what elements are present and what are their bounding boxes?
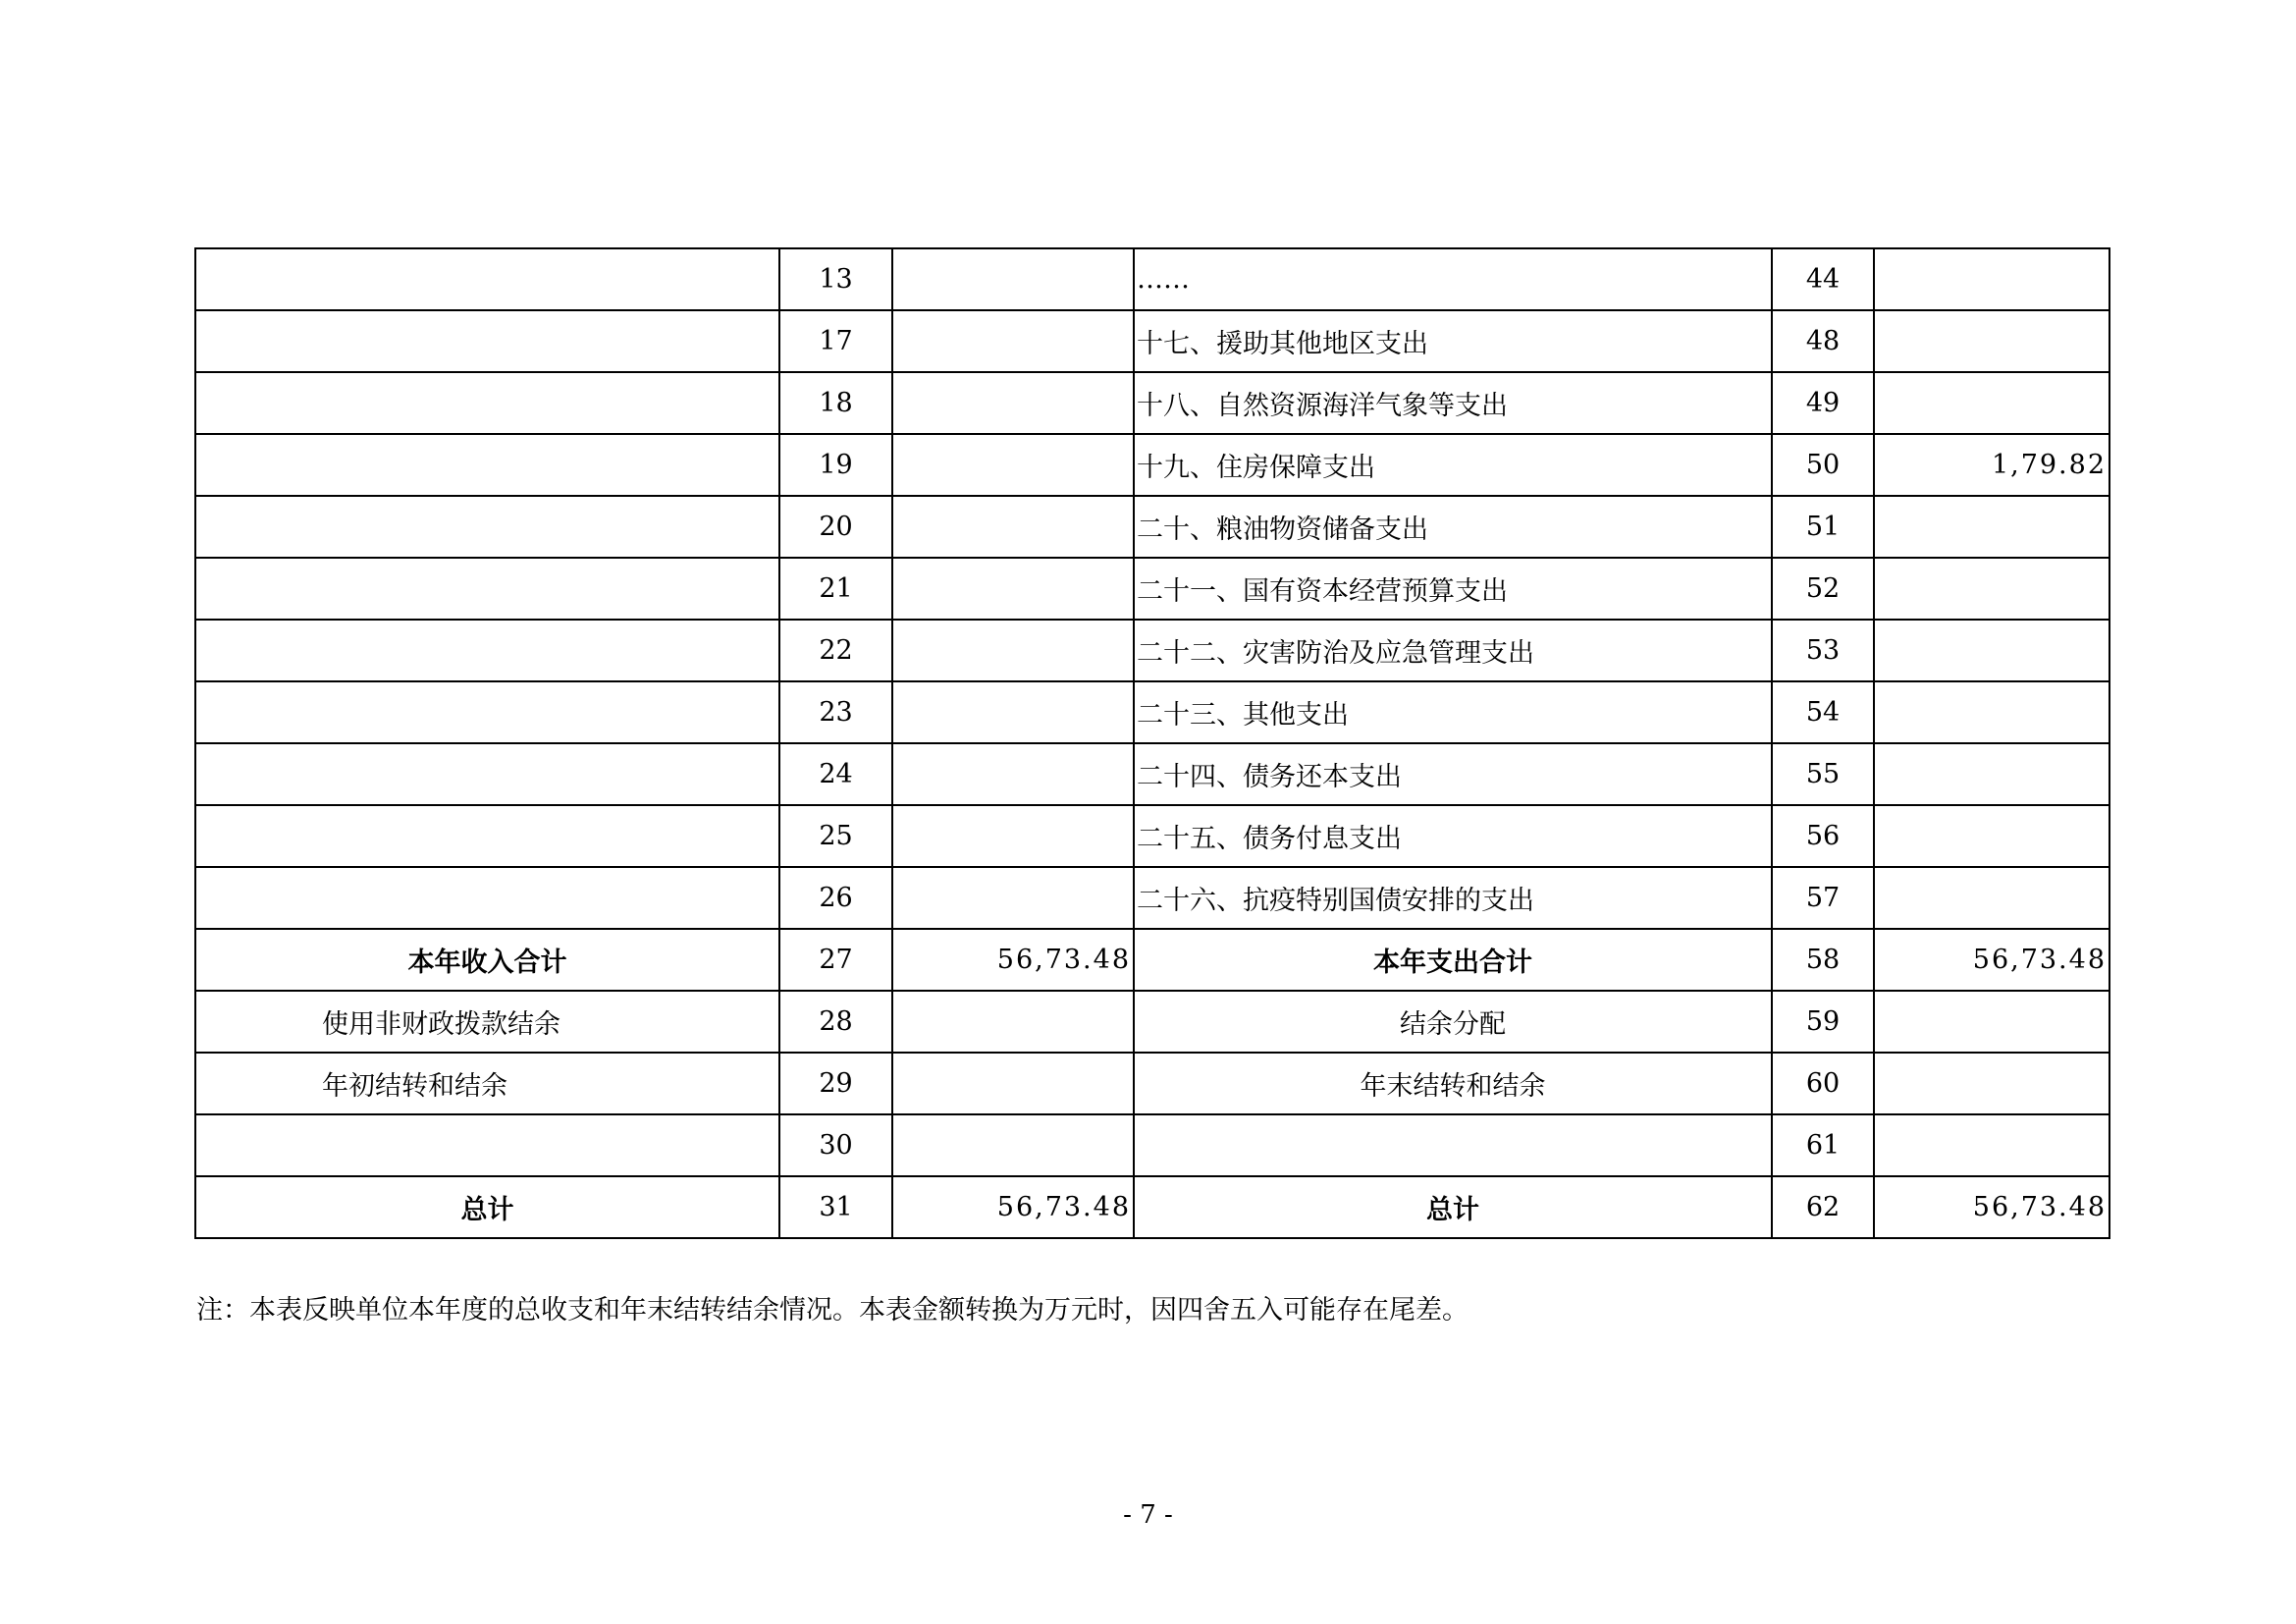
table-row [195, 743, 2109, 805]
income-line-number: 20 [779, 496, 892, 558]
income-line-number: 31 [779, 1176, 892, 1238]
expense-line-number: 60 [1772, 1053, 1874, 1114]
table-row [195, 1053, 2109, 1114]
income-line-number: 22 [779, 620, 892, 681]
expense-line-number: 44 [1772, 248, 1874, 310]
income-amount [892, 1053, 1134, 1114]
expense-line-number: 59 [1772, 991, 1874, 1053]
income-line-number: 13 [779, 248, 892, 310]
income-line-number: 28 [779, 991, 892, 1053]
income-item [195, 372, 779, 434]
expense-line-number: 56 [1772, 805, 1874, 867]
table-row [195, 496, 2109, 558]
expense-line-number: 49 [1772, 372, 1874, 434]
expense-amount [1874, 743, 2109, 805]
expense-amount [1874, 681, 2109, 743]
income-amount [892, 310, 1134, 372]
table-row [195, 1114, 2109, 1176]
expense-line-number: 62 [1772, 1176, 1874, 1238]
income-item [195, 248, 779, 310]
page-number: - 7 - [1123, 1500, 1173, 1530]
income-item [195, 1114, 779, 1176]
table-row [195, 805, 2109, 867]
income-line-number: 18 [779, 372, 892, 434]
income-amount [892, 434, 1134, 496]
table-row [195, 867, 2109, 929]
income-total-label: 总计 [195, 1176, 779, 1238]
table-row [195, 372, 2109, 434]
income-item [195, 434, 779, 496]
expense-amount [1874, 310, 2109, 372]
income-item [195, 496, 779, 558]
expense-amount [1874, 496, 2109, 558]
expense-item: 二十六、抗疫特别国债安排的支出 [1134, 867, 1772, 929]
income-line-number: 23 [779, 681, 892, 743]
expense-line-number: 50 [1772, 434, 1874, 496]
expense-line-number: 54 [1772, 681, 1874, 743]
income-item [195, 867, 779, 929]
income-subtotal-amount: 56,73.48 [892, 929, 1134, 991]
expense-item: 十八、自然资源海洋气象等支出 [1134, 372, 1772, 434]
income-amount [892, 867, 1134, 929]
income-item: 使用非财政拨款结余 [195, 991, 779, 1053]
expense-item: …… [1134, 248, 1772, 310]
expense-amount [1874, 1053, 2109, 1114]
income-line-number: 25 [779, 805, 892, 867]
table-row [195, 681, 2109, 743]
income-amount [892, 496, 1134, 558]
expense-line-number: 51 [1772, 496, 1874, 558]
total-row [195, 1176, 2109, 1238]
expense-amount: 1,79.82 [1874, 434, 2109, 496]
expense-item: 二十、粮油物资储备支出 [1134, 496, 1772, 558]
income-line-number: 26 [779, 867, 892, 929]
expense-amount [1874, 248, 2109, 310]
expense-item: 二十一、国有资本经营预算支出 [1134, 558, 1772, 620]
expense-subtotal-amount: 56,73.48 [1874, 929, 2109, 991]
expense-subtotal-label: 本年支出合计 [1134, 929, 1772, 991]
income-line-number: 29 [779, 1053, 892, 1114]
income-item [195, 310, 779, 372]
expense-item: 十九、住房保障支出 [1134, 434, 1772, 496]
table-row [195, 620, 2109, 681]
income-line-number: 21 [779, 558, 892, 620]
expense-line-number: 61 [1772, 1114, 1874, 1176]
expense-line-number: 52 [1772, 558, 1874, 620]
table-row [195, 434, 2109, 496]
expense-item: 二十四、债务还本支出 [1134, 743, 1772, 805]
income-amount [892, 372, 1134, 434]
expense-amount [1874, 991, 2109, 1053]
expense-total-amount: 56,73.48 [1874, 1176, 2109, 1238]
income-amount [892, 805, 1134, 867]
expense-amount [1874, 372, 2109, 434]
table-row [195, 558, 2109, 620]
income-line-number: 27 [779, 929, 892, 991]
income-amount [892, 1114, 1134, 1176]
income-subtotal-label: 本年收入合计 [195, 929, 779, 991]
expense-item: 十七、援助其他地区支出 [1134, 310, 1772, 372]
income-item [195, 620, 779, 681]
income-line-number: 17 [779, 310, 892, 372]
income-line-number: 24 [779, 743, 892, 805]
income-item: 年初结转和结余 [195, 1053, 779, 1114]
subtotal-row [195, 929, 2109, 991]
expense-item: 二十五、债务付息支出 [1134, 805, 1772, 867]
expense-amount [1874, 620, 2109, 681]
expense-item [1134, 1114, 1772, 1176]
income-amount [892, 991, 1134, 1053]
expense-line-number: 55 [1772, 743, 1874, 805]
income-amount [892, 681, 1134, 743]
income-amount [892, 743, 1134, 805]
income-total-amount: 56,73.48 [892, 1176, 1134, 1238]
table-row [195, 248, 2109, 310]
income-item [195, 805, 779, 867]
expense-total-label: 总计 [1134, 1176, 1772, 1238]
expense-item: 二十三、其他支出 [1134, 681, 1772, 743]
income-amount [892, 620, 1134, 681]
expense-line-number: 53 [1772, 620, 1874, 681]
expense-line-number: 48 [1772, 310, 1874, 372]
table-footnote: 注：本表反映单位本年度的总收支和年末结转结余情况。本表金额转换为万元时，因四舍五入可能存在尾差。 [196, 1295, 1468, 1326]
income-line-number: 19 [779, 434, 892, 496]
income-item [195, 558, 779, 620]
expense-amount [1874, 867, 2109, 929]
expense-item: 结余分配 [1134, 991, 1772, 1053]
income-line-number: 30 [779, 1114, 892, 1176]
income-amount [892, 558, 1134, 620]
expense-line-number: 58 [1772, 929, 1874, 991]
table-row [195, 310, 2109, 372]
expense-amount [1874, 1114, 2109, 1176]
income-amount [892, 248, 1134, 310]
income-item [195, 743, 779, 805]
expense-line-number: 57 [1772, 867, 1874, 929]
expense-amount [1874, 805, 2109, 867]
table-row [195, 991, 2109, 1053]
expense-amount [1874, 558, 2109, 620]
income-item [195, 681, 779, 743]
expense-item: 二十二、灾害防治及应急管理支出 [1134, 620, 1772, 681]
expense-item: 年末结转和结余 [1134, 1053, 1772, 1114]
income-expense-table [194, 247, 2110, 1239]
